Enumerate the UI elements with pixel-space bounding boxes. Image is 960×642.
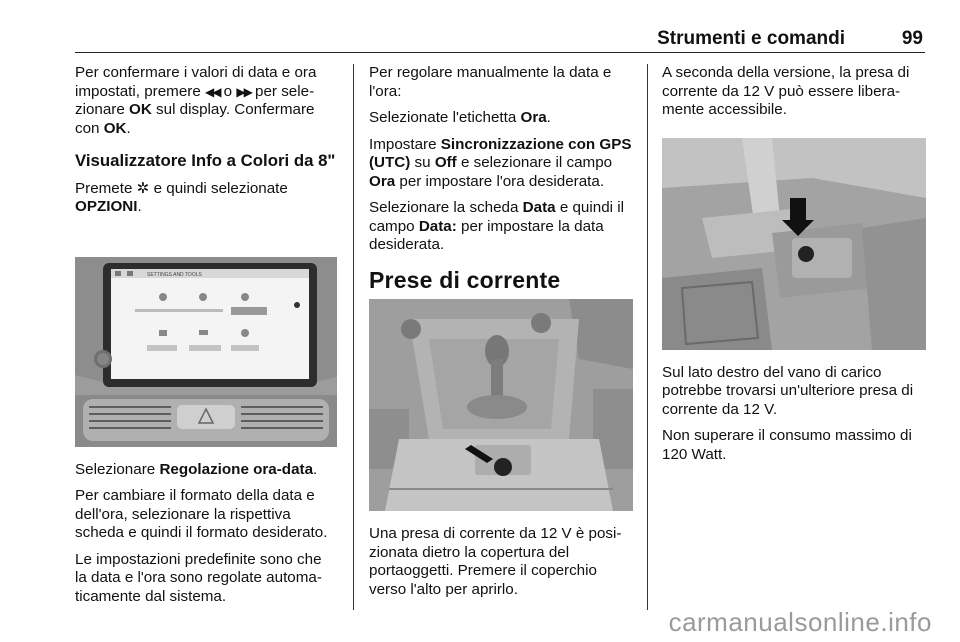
- paragraph: A seconda della versione, la presa di corrente da 12 V può essere libera-mente accessibile.: [662, 64, 910, 118]
- paragraph: Premete ✲ e quindi selezionate OPZIONI.: [75, 179, 288, 215]
- paragraph: Selezionare la scheda Data e quindi il campo Data: per impostare la data desiderata.: [369, 199, 624, 253]
- page-number: 99: [901, 28, 923, 49]
- paragraph: Selezionate l'etichetta Ora.: [369, 109, 551, 126]
- column-1: [75, 64, 337, 614]
- column-divider: [353, 64, 354, 610]
- settings-icon: ✲: [136, 179, 150, 197]
- figure-cargo-socket: [662, 138, 926, 350]
- figure-center-console-socket: [369, 299, 633, 511]
- paragraph: Le impostazioni predefinite sono che la data e l'ora sono regolate automa-ticamente dal sistema.: [75, 550, 322, 605]
- paragraph: Selezionare Regolazione ora-data.: [75, 460, 318, 478]
- rewind-icon: ◀◀: [204, 84, 220, 99]
- column-3: [662, 64, 926, 472]
- paragraph: Sul lato destro del vano di carico potrebbe trovarsi un'ulteriore presa di corrente da 12 V.: [662, 363, 914, 418]
- column-divider: [647, 64, 648, 610]
- page-header: [75, 26, 925, 53]
- figure-infotainment-display: [75, 257, 337, 447]
- watermark: carmanualsonline.info: [668, 607, 932, 637]
- paragraph: Per regolare manualmente la data e l'ora:: [369, 64, 612, 100]
- column-2: [369, 64, 633, 607]
- section-heading: Prese di corrente: [369, 266, 561, 293]
- paragraph: Impostare Sincronizzazione con GPS (UTC) su Off e selezionare il campo Ora per impostare l'ora desiderata.: [369, 135, 632, 190]
- screen-title: SETTINGS AND TOOLS: [147, 271, 202, 278]
- paragraph: Non superare il consumo massimo di 120 Watt.: [662, 427, 912, 463]
- paragraph: Per confermare i valori di data e ora impostati, premere ◀◀ o ▶▶ per sele-zionare OK sul display. Confermare con OK.: [75, 64, 317, 137]
- section-title: Strumenti e comandi: [657, 28, 845, 49]
- fast-forward-icon: ▶▶: [236, 84, 251, 99]
- subheading: Visualizzatore Info a Colori da 8": [75, 151, 336, 170]
- paragraph: Per cambiare il formato della data e dell'ora, selezionare la rispettiva scheda e quindi il formato desiderato.: [75, 487, 328, 541]
- paragraph: Una presa di corrente da 12 V è posi-zionata dietro la copertura del portaoggetti. Premere il coperchio verso l'alto per aprirlo.: [369, 525, 622, 598]
